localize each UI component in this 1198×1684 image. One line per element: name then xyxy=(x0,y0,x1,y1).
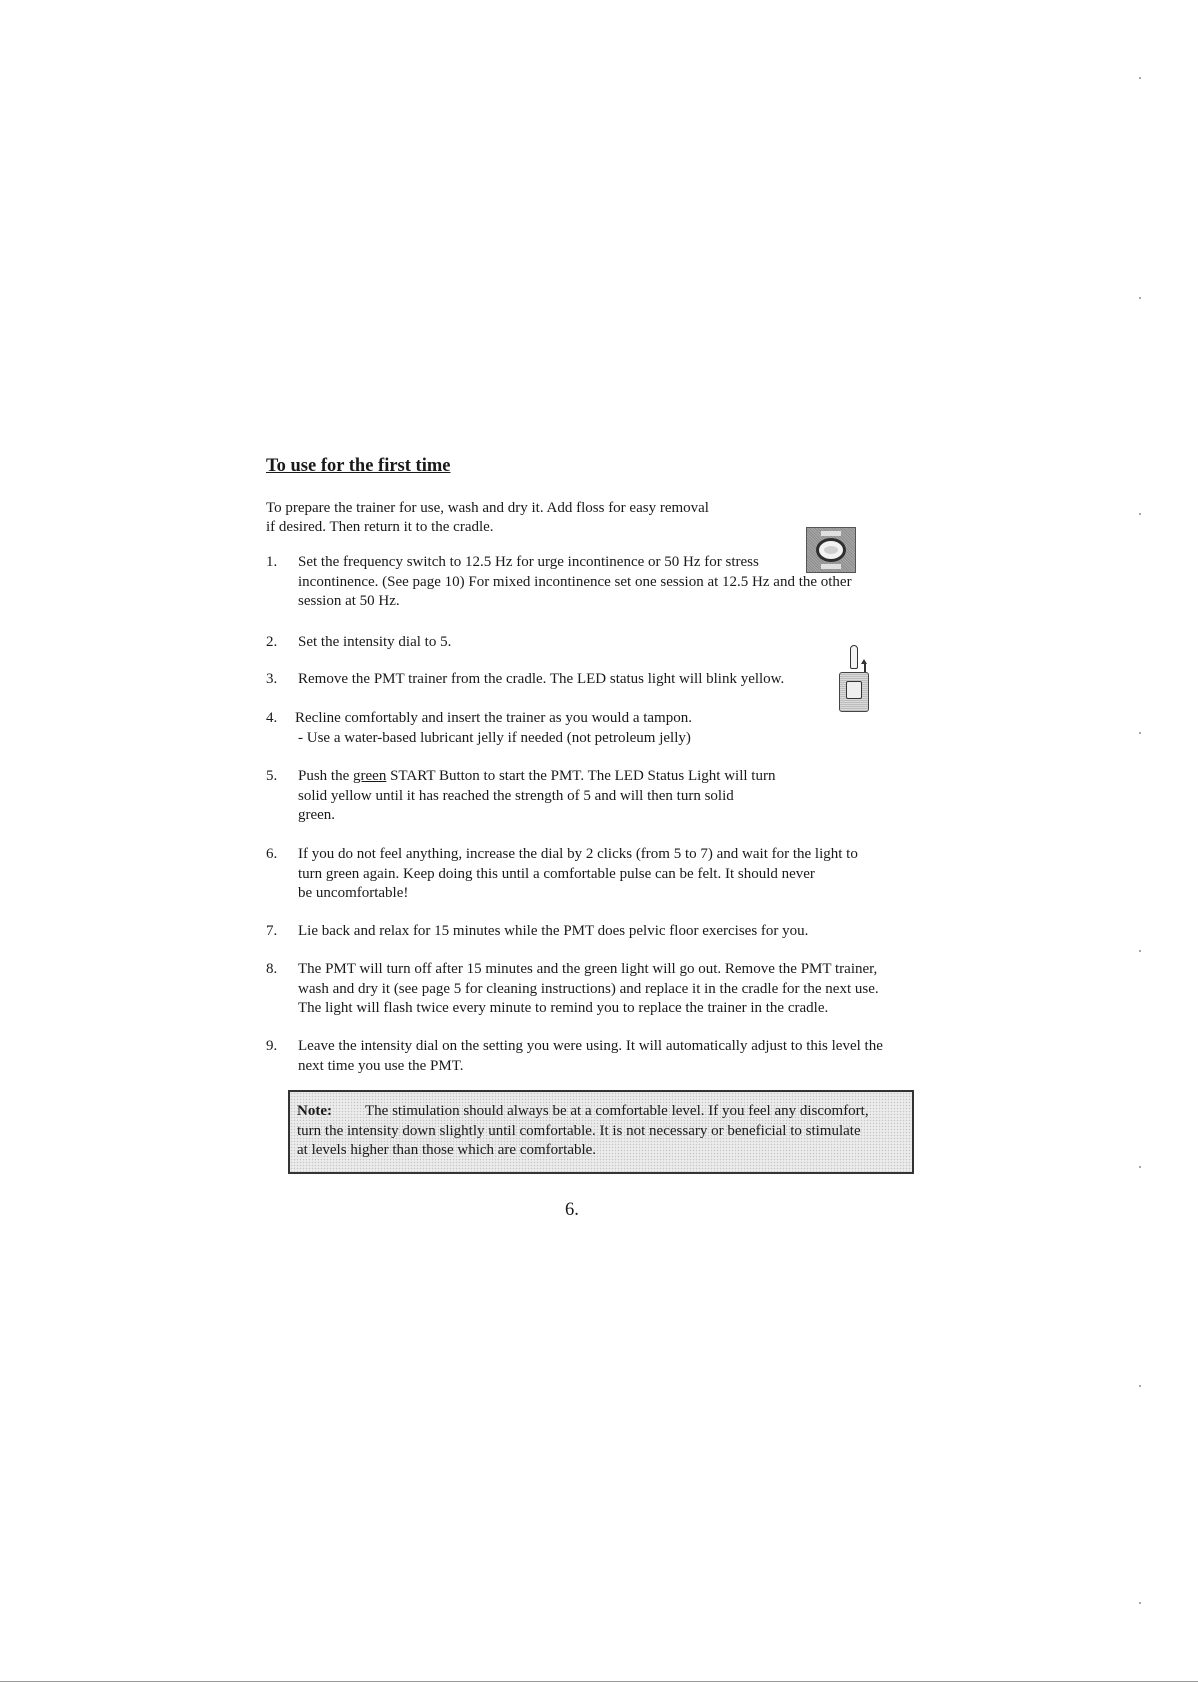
step-line: Recline comfortably and insert the trainer as you would a tampon. xyxy=(295,710,692,726)
step-number: 3. xyxy=(266,671,278,687)
step-number: 6. xyxy=(266,846,278,862)
step-line: If you do not feel anything, increase the dial by 2 clicks (from 5 to 7) and wait for the light to xyxy=(298,846,858,862)
step-2 xyxy=(266,633,946,653)
step-line: Set the frequency switch to 12.5 Hz for urge incontinence or 50 Hz for stress xyxy=(298,554,759,570)
step-line: Lie back and relax for 15 minutes while the PMT does pelvic floor exercises for you. xyxy=(298,923,809,939)
step-line: - Use a water-based lubricant jelly if needed (not petroleum jelly) xyxy=(298,729,691,746)
green-emphasis: green xyxy=(353,768,387,784)
step-text xyxy=(298,553,946,612)
note-text: The stimulation should always be at a comfortable level. If you feel any discomfort, xyxy=(365,1103,869,1119)
step-line: be uncomfortable! xyxy=(298,885,409,901)
step-9 xyxy=(266,1037,946,1076)
step-text xyxy=(298,633,946,653)
note-line: at levels higher than those which are comfortable. xyxy=(297,1142,597,1158)
step-7 xyxy=(266,922,946,942)
step-line: wash and dry it (see page 5 for cleaning instructions) and replace it in the cradle for the next use. xyxy=(298,980,879,997)
scan-speck xyxy=(1139,1385,1141,1387)
step-line: Set the intensity dial to 5. xyxy=(298,634,452,650)
intro-line: if desired. Then return it to the cradle. xyxy=(266,519,494,535)
step-number: 1. xyxy=(266,554,278,570)
step-6 xyxy=(266,845,946,904)
step-1 xyxy=(266,553,946,612)
step-number: 2. xyxy=(266,634,278,650)
note-line xyxy=(297,1102,906,1122)
step-line: solid yellow until it has reached the strength of 5 and will then turn solid xyxy=(298,787,734,804)
step-number: 9. xyxy=(266,1038,278,1054)
step-4 xyxy=(266,709,946,748)
step-line: green. xyxy=(298,807,336,823)
step-number: 8. xyxy=(266,961,278,977)
step-text xyxy=(298,845,946,904)
step-3 xyxy=(266,670,946,690)
scan-bottom-edge xyxy=(0,1681,1198,1682)
scan-speck xyxy=(1139,77,1141,79)
note-box xyxy=(288,1090,914,1174)
step-text xyxy=(295,709,946,748)
step-line: The PMT will turn off after 15 minutes and the green light will go out. Remove the PMT trainer, xyxy=(298,961,878,977)
note-label: Note: xyxy=(297,1103,332,1119)
scan-speck xyxy=(1139,950,1141,952)
step-text-run: START Button to start the PMT. The LED Status Light will turn xyxy=(386,768,776,784)
step-number: 7. xyxy=(266,923,278,939)
scan-speck xyxy=(1139,297,1141,299)
step-text-run: Push the xyxy=(298,768,354,784)
step-line: session at 50 Hz. xyxy=(298,593,400,609)
step-5 xyxy=(266,767,946,826)
intro-line: To prepare the trainer for use, wash and dry it. Add floss for easy removal xyxy=(266,500,709,516)
page-title: To use for the first time xyxy=(266,456,451,476)
scan-speck xyxy=(1139,1602,1141,1604)
step-text xyxy=(298,767,946,826)
frequency-label-top xyxy=(821,531,841,536)
scan-speck xyxy=(1139,513,1141,515)
note-line: turn the intensity down slightly until comfortable. It is not necessary or beneficial to stimulate xyxy=(297,1122,861,1139)
step-line: Remove the PMT trainer from the cradle. The LED status light will blink yellow. xyxy=(298,671,785,687)
page-number: 6. xyxy=(565,1200,579,1220)
step-line: The light will flash twice every minute to remind you to replace the trainer in the cradle. xyxy=(298,1000,829,1016)
step-8 xyxy=(266,960,946,1019)
step-text xyxy=(298,670,946,690)
step-line: turn green again. Keep doing this until a comfortable pulse can be felt. It should never xyxy=(298,865,815,882)
step-text xyxy=(298,922,946,942)
step-line: incontinence. (See page 10) For mixed incontinence set one session at 12.5 Hz and the other xyxy=(298,573,852,590)
intro-paragraph xyxy=(266,499,826,537)
step-line: next time you use the PMT. xyxy=(298,1057,464,1074)
step-text xyxy=(298,960,946,1019)
scan-speck xyxy=(1139,732,1141,734)
step-number: 5. xyxy=(266,768,278,784)
step-number: 4. xyxy=(266,710,278,726)
step-line xyxy=(298,767,946,787)
step-text xyxy=(298,1037,946,1076)
step-line: Leave the intensity dial on the setting you were using. It will automatically adjust to this level the xyxy=(298,1038,883,1054)
scan-speck xyxy=(1139,1166,1141,1168)
